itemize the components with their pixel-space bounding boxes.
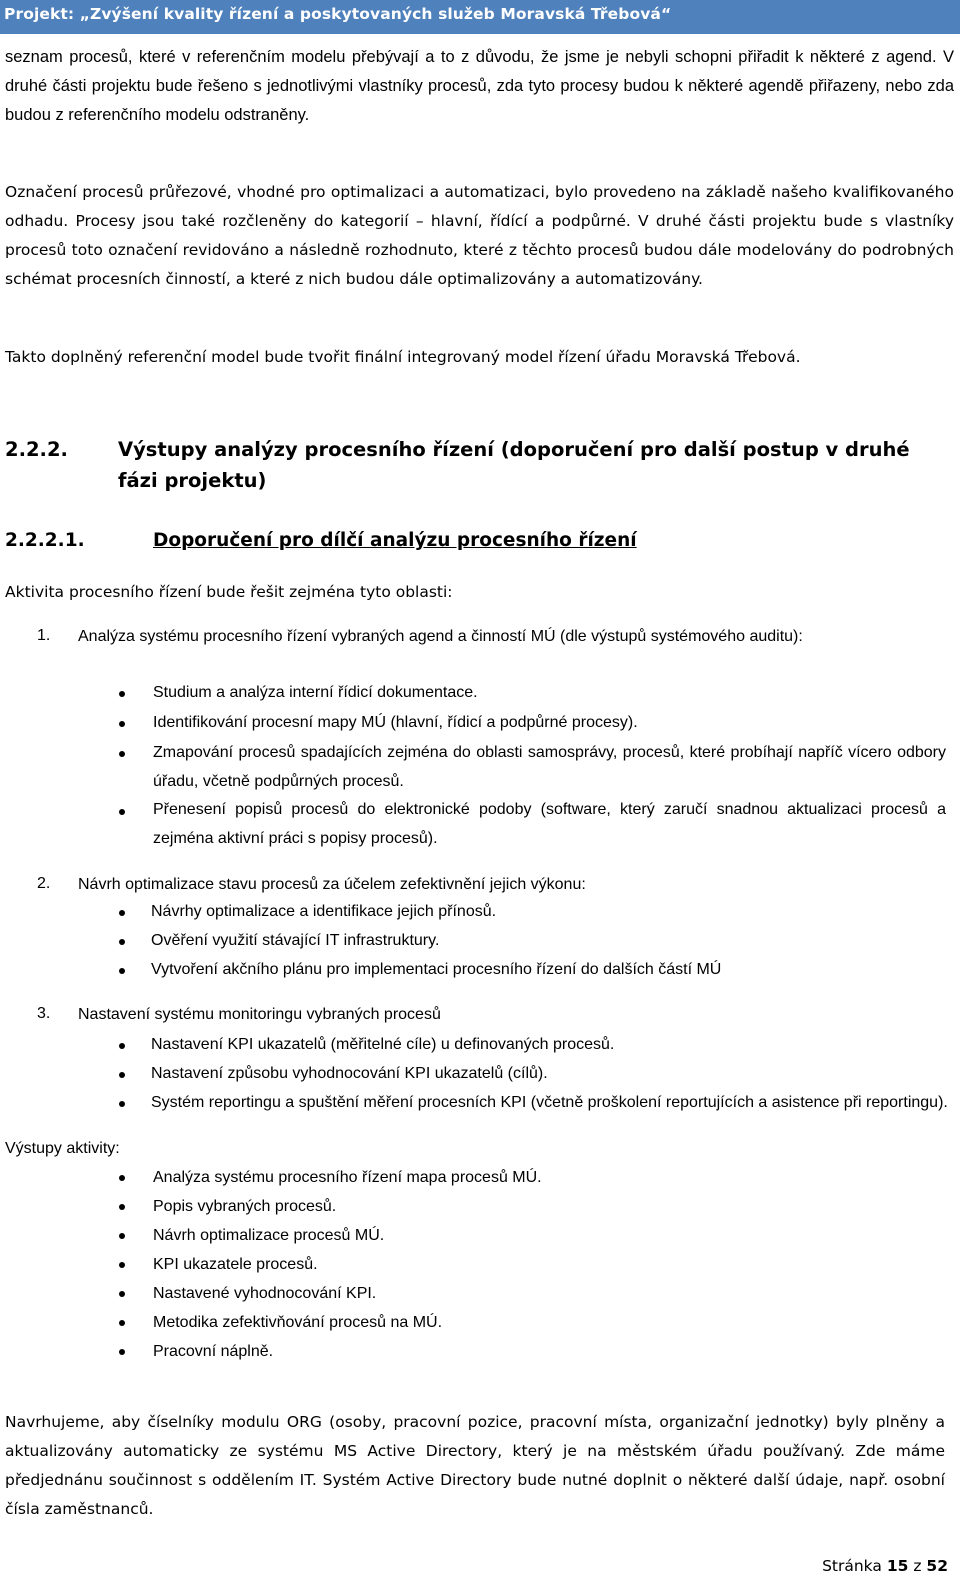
output-item: Metodika zefektivňování procesů na MÚ. [153,1314,443,1331]
bullet-icon [119,751,125,757]
footer-page-number: 15 [886,1557,909,1575]
bullet-icon [119,910,125,916]
output-item: Nastavené vyhodnocování KPI. [153,1285,377,1302]
bullet-icon [119,1175,125,1181]
bullet-icon [119,1349,125,1355]
paragraph-process-marking: Označení procesů průřezové, vhodné pro optimalizaci a automatizaci, bylo provedeno na základě našeho kvalifikovaného odhadu. Procesy jsou také rozčleněny do kategorií – hlavní, řídící a podpůrné. V druhé části projektu bude s vlastníky procesů toto označení revidováno a následně rozhodnuto, které z těchto procesů budou dále modelovány do podrobných schémat procesních činností, a které z nich budou dále optimalizovány a automatizovány. [5,183,954,288]
subsection-number: 2.2.2.1. [5,530,85,551]
bullet-icon [119,1233,125,1239]
output-item: Popis vybraných procesů. [153,1198,337,1215]
area-number: 2. [37,875,51,892]
bullet-icon [119,968,125,974]
header-title: Projekt: „Zvýšení kvality řízení a poskytovaných služeb Moravská Třebová“ [4,5,672,23]
section-number: 2.2.2. [5,438,68,461]
footer-prefix: Stránka [822,1557,882,1575]
bullet-icon [119,1291,125,1297]
footer-total-pages: 52 [926,1557,948,1575]
list-item: Studium a analýza interní řídicí dokumentace. [153,684,478,701]
area-title: Nastavení systému monitoringu vybraných procesů [78,1006,441,1023]
bullet-icon [119,809,125,815]
bullet-icon [119,939,125,945]
bullet-icon [119,691,125,697]
bullet-icon [119,1043,125,1049]
output-item: Návrh optimalizace procesů MÚ. [153,1227,385,1244]
output-item: Analýza systému procesního řízení mapa procesů MÚ. [153,1169,542,1186]
page-footer [822,1553,948,1579]
footer-separator: z [913,1557,922,1575]
list-item: Vytvoření akčního plánu pro implementaci procesního řízení do dalších částí MÚ [151,961,722,978]
list-item: Nastavení způsobu vyhodnocování KPI ukazatelů (cílů). [151,1065,548,1082]
bullet-icon [119,1204,125,1210]
bullet-icon [119,1101,125,1107]
area-title: Analýza systému procesního řízení vybraných agend a činností MÚ (dle výstupů systémového auditu): [78,628,803,645]
outputs-label: Výstupy aktivity: [5,1140,120,1157]
bullet-icon [119,1072,125,1078]
list-item: Ověření využití stávající IT infrastruktury. [151,932,440,949]
output-item: Pracovní náplně. [153,1343,274,1360]
paragraph-reference-model: Takto doplněný referenční model bude tvořit finální integrovaný model řízení úřadu Moravská Třebová. [5,348,801,366]
area-number: 3. [37,1005,51,1022]
output-item: KPI ukazatele procesů. [153,1256,318,1273]
list-item: Nastavení KPI ukazatelů (měřitelné cíle) u definovaných procesů. [151,1036,615,1053]
paragraph-process-list: seznam procesů, které v referenčním modelu přebývají a to z důvodu, že jsme je nebyli schopni přiřadit k některé z agend. V druhé části projektu bude řešeno s jednotlivými vlastníky procesů, zda tyto procesy budou k některé agendě přiřazeny, nebo zda budou z referenčního modelu odstraněny. [5,48,954,124]
list-item: Systém reportingu a spuštění měření procesních KPI (včetně proškolení reportujících a asistence při reportingu). [151,1094,948,1111]
page-header [0,0,960,34]
list-item: Přenesení popisů procesů do elektronické podoby (software, který zaručí snadnou aktualizaci procesů a zejména aktivní práci s popisy procesů). [153,801,946,847]
bullet-icon [119,1262,125,1268]
area-title: Návrh optimalizace stavu procesů za účelem zefektivnění jejich výkonu: [78,876,586,893]
bullet-icon [119,1320,125,1326]
paragraph-org-codelists: Navrhujeme, aby číselníky modulu ORG (osoby, pracovní pozice, pracovní místa, organizační jednotky) byly plněny a aktualizovány automaticky ze systému MS Active Directory, který je na městském úřadu používaný. Zde máme předjednánu součinnost s oddělením IT. Systém Active Directory bude nutné doplnit o některé další údaje, např. osobní čísla zaměstnanců. [5,1412,945,1518]
list-item: Zmapování procesů spadajících zejména do oblasti samosprávy, procesů, které probíhají napříč vícero odbory úřadu, včetně podpůrných procesů. [153,744,946,790]
area-number: 1. [37,627,51,644]
list-item: Identifikování procesní mapy MÚ (hlavní, řídicí a podpůrné procesy). [153,714,638,731]
list-item: Návrhy optimalizace a identifikace jejich přínosů. [151,903,497,920]
subsection-title: Doporučení pro dílčí analýzu procesního řízení [153,530,637,551]
bullet-icon [119,721,125,727]
section-title: Výstupy analýzy procesního řízení (doporučení pro další postup v druhé fázi projektu) [118,438,910,492]
intro-text: Aktivita procesního řízení bude řešit zejména tyto oblasti: [5,583,453,601]
